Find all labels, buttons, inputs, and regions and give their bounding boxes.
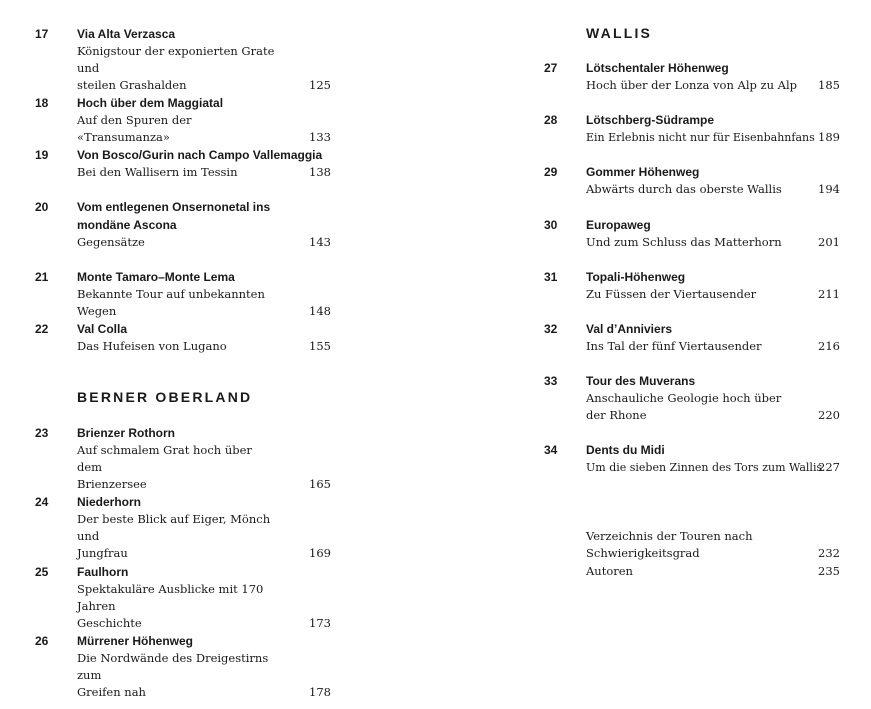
entry-body (77, 320, 331, 355)
tour-number: 26 (35, 634, 49, 648)
tour-subtitle-line: Spektakuläre Ausblicke mit 170 Jahren (77, 582, 264, 613)
tour-title: Hoch über dem Maggiatal (77, 96, 224, 110)
tour-title: Europaweg (586, 218, 651, 232)
tour-number: 18 (35, 96, 49, 110)
entry-body (77, 493, 331, 562)
tour-subtitle-line: der Rhone (586, 408, 647, 422)
tour-number: 29 (544, 165, 558, 179)
tour-subtitle-line: Der beste Blick auf Eiger, Mönch und (77, 512, 271, 543)
tour-title: mondäne Ascona (77, 218, 177, 232)
back-matter-line: Verzeichnis der Touren nach (586, 529, 753, 543)
tour-number: 34 (544, 443, 558, 457)
tour-subtitle-line: Abwärts durch das oberste Wallis (586, 182, 782, 196)
tour-subtitle-line: Brienzersee (77, 477, 147, 491)
tour-number: 21 (35, 270, 49, 284)
back-matter-line: Schwierigkeitsgrad (586, 546, 700, 560)
tour-subtitle-line: Geschichte (77, 616, 142, 630)
tour-subtitle-line: Und zum Schluss das Matterhorn (586, 235, 782, 249)
tour-title: Von Bosco/Gurin nach Campo Vallemaggia (77, 148, 323, 162)
entry-body (586, 320, 840, 355)
page-number: 220 (818, 408, 840, 422)
page-number: 185 (818, 78, 840, 92)
tour-number: 33 (544, 374, 558, 388)
tour-subtitle-line: Greifen nah (77, 685, 146, 699)
tour-title: Topali-Höhenweg (586, 270, 686, 284)
tour-number: 23 (35, 426, 49, 440)
tour-number: 19 (35, 148, 49, 162)
tour-number: 31 (544, 270, 558, 284)
tour-number: 27 (544, 61, 558, 75)
tour-subtitle-line: Bekannte Tour auf unbekannten Wegen (77, 287, 265, 318)
page-number: 133 (309, 130, 331, 144)
tour-title: Tour des Muverans (586, 374, 696, 388)
tour-number: 20 (35, 200, 49, 214)
entry-body (586, 111, 840, 146)
entry-body (586, 268, 840, 303)
page-number: 189 (818, 130, 840, 144)
tour-subtitle-line: Königstour der exponierten Grate und (77, 44, 275, 75)
page-number: 227 (818, 460, 840, 474)
page-number: 125 (309, 78, 331, 92)
page-number: 173 (309, 616, 331, 630)
tour-subtitle-line: Bei den Wallisern im Tessin (77, 165, 238, 179)
entry-body (77, 146, 331, 181)
tour-title: Val d’Anniviers (586, 322, 673, 336)
page-number: 138 (309, 165, 331, 179)
tour-number: 24 (35, 495, 49, 509)
back-matter-line: Autoren (586, 564, 633, 578)
tour-number: 32 (544, 322, 558, 336)
tour-subtitle-line: Das Hufeisen von Lugano (77, 339, 227, 353)
tour-title: Faulhorn (77, 565, 129, 579)
entry-body (77, 268, 331, 320)
tour-number: 30 (544, 218, 558, 232)
tour-subtitle-line: Hoch über der Lonza von Alp zu Alp (586, 78, 797, 92)
entry-body (586, 563, 840, 580)
page-number: 194 (818, 182, 840, 196)
tour-subtitle-line: Auf schmalem Grat hoch über dem (77, 443, 252, 474)
page-number: 178 (309, 685, 331, 699)
entry-body (77, 424, 331, 493)
tour-number: 17 (35, 27, 49, 41)
entry-body (586, 59, 840, 94)
tour-title: Dents du Midi (586, 443, 665, 457)
section-heading-berner-oberland: BERNER OBERLAND (77, 389, 253, 405)
tour-subtitle-line: Ein Erlebnis nicht nur für Eisenbahnfans (586, 131, 815, 144)
tour-title: Niederhorn (77, 495, 142, 509)
page-number: 211 (818, 287, 840, 301)
tour-subtitle-line: Anschauliche Geologie hoch über (586, 391, 782, 405)
page-number: 216 (818, 339, 840, 353)
tour-subtitle-line: Jungfrau (77, 546, 128, 560)
entry-body (586, 528, 840, 562)
tour-title: Mürrener Höhenweg (77, 634, 194, 648)
entry-body (586, 216, 840, 251)
tour-subtitle-line: Gegensätze (77, 235, 145, 249)
tour-subtitle-line: Zu Füssen der Viertausender (586, 287, 757, 301)
entry-body (77, 632, 331, 701)
page-number: 148 (309, 304, 331, 318)
page-number: 201 (818, 235, 840, 249)
tour-title: Vom entlegenen Onsernonetal ins (77, 200, 271, 214)
entry-body (77, 563, 331, 632)
tour-title: Lötschberg-Südrampe (586, 113, 715, 127)
tour-number: 25 (35, 565, 49, 579)
tour-title: Lötschentaler Höhenweg (586, 61, 729, 75)
page-number: 155 (309, 339, 331, 353)
tour-title: Monte Tamaro–Monte Lema (77, 270, 235, 284)
page-number: 232 (818, 546, 840, 560)
tour-title: Brienzer Rothorn (77, 426, 176, 440)
tour-subtitle-line: Um die sieben Zinnen des Tors zum Wallis (586, 461, 823, 474)
entry-body (77, 198, 331, 251)
page-number: 143 (309, 235, 331, 249)
page-number: 235 (818, 564, 840, 578)
tour-subtitle-line: Die Nordwände des Dreigestirns zum (77, 651, 269, 682)
page-number: 169 (309, 546, 331, 560)
page-number: 165 (309, 477, 331, 491)
tour-subtitle-line: Auf den Spuren der «Transumanza» (77, 113, 192, 144)
tour-number: 28 (544, 113, 558, 127)
tour-title: Val Colla (77, 322, 128, 336)
tour-subtitle-line: steilen Grashalden (77, 78, 187, 92)
entry-body (586, 441, 840, 476)
entry-body (586, 163, 840, 198)
entry-body (77, 25, 331, 94)
entry-body (77, 94, 331, 146)
tour-title: Gommer Höhenweg (586, 165, 700, 179)
tour-title: Via Alta Verzasca (77, 27, 176, 41)
tour-subtitle-line: Ins Tal der fünf Viertausender (586, 339, 762, 353)
tour-number: 22 (35, 322, 49, 336)
section-heading-wallis: WALLIS (586, 25, 653, 41)
entry-body (586, 372, 840, 424)
